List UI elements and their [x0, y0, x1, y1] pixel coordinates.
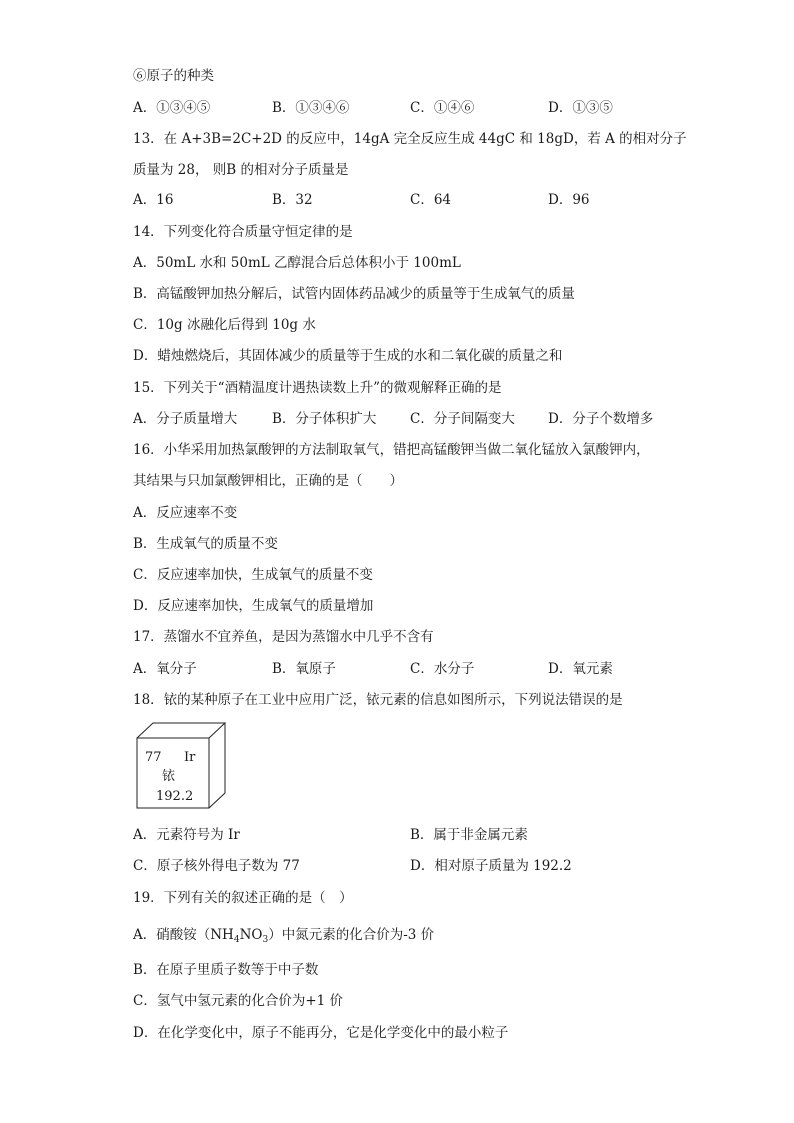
q18-option-d: D．相对原子质量为 192.2	[410, 858, 572, 874]
q15-option-b: B．分子体积扩大	[272, 411, 377, 427]
q12-option-a: A．①③④⑤	[133, 100, 211, 116]
q14-option-b: B．高锰酸钾加热分解后，试管内固体药品减少的质量等于生成氧气的质量	[133, 286, 575, 302]
q14-stem: 14．下列变化符合质量守恒定律的是	[133, 224, 353, 240]
q17-option-d: D．氧元素	[548, 661, 613, 677]
q19-option-a-sub-3: 3	[262, 935, 269, 945]
q12-option-b: B．①③④⑥	[272, 100, 350, 116]
q13-stem-line-2: 质量为 28， 则B 的相对分子质量是	[133, 162, 349, 178]
q13-option-b: B．32	[272, 192, 313, 208]
q15-stem: 15．下列关于“酒精温度计遇热读数上升”的微观解释正确的是	[133, 380, 502, 396]
q19-option-c: C．氢气中氢元素的化合价为+1 价	[133, 993, 344, 1009]
q17-option-a: A．氧分子	[133, 661, 197, 677]
q17-option-b: B．氧原子	[272, 661, 336, 677]
q16-option-d: D．反应速率加快，生成氧气的质量增加	[133, 598, 374, 614]
q15-option-a: A．分子质量增大	[133, 411, 238, 427]
element-card-symbol: Ir	[184, 750, 196, 765]
q13-option-a: A．16	[133, 192, 174, 208]
q19-option-a-pre: A．硝酸铵（NH	[133, 927, 234, 943]
q12-option-c: C．①④⑥	[410, 100, 475, 116]
q18-option-b: B．属于非金属元素	[410, 827, 528, 843]
q19-option-a-sub-4: 4	[233, 935, 240, 945]
q12-option-d: D．①③⑤	[548, 100, 613, 116]
q12-item-6: ⑥原子的种类	[133, 68, 214, 84]
q15-option-d: D．分子个数增多	[548, 411, 654, 427]
q16-option-c: C．反应速率加快，生成氧气的质量不变	[133, 567, 373, 583]
q18-option-a: A．元素符号为 Ir	[133, 827, 240, 843]
q13-option-d: D．96	[548, 192, 590, 208]
q13-option-c: C．64	[410, 192, 452, 208]
element-card-mass: 192.2	[156, 789, 194, 804]
q14-option-a: A．50mL 水和 50mL 乙醇混合后总体积小于 100mL	[133, 255, 461, 271]
q17-stem: 17．蒸馏水不宜养鱼，是因为蒸馏水中几乎不含有	[133, 629, 434, 645]
q16-stem-line-2: 其结果与只加氯酸钾相比，正确的是（ ）	[133, 473, 403, 489]
q19-stem: 19．下列有关的叙述正确的是（ ）	[133, 890, 353, 906]
q16-stem-line-1: 16．小华采用加热氯酸钾的方法制取氧气，错把高锰酸钾当做二氧化锰放入氯酸钾内，	[133, 442, 650, 458]
q16-option-a: A．反应速率不变	[133, 505, 238, 521]
element-card	[136, 722, 228, 810]
q13-stem-line-1: 13．在 A+3B=2C+2D 的反应中，14gA 完全反应生成 44gC 和 18gD，若 A 的相对分子	[133, 131, 687, 147]
q14-option-d: D．蜡烛燃烧后，其固体减少的质量等于生成的水和二氧化碳的质量之和	[133, 348, 563, 364]
q15-option-c: C．分子间隔变大	[410, 411, 515, 427]
q17-option-c: C．水分子	[410, 661, 475, 677]
q18-option-c: C．原子核外得电子数为 77	[133, 858, 300, 874]
q14-option-c: C．10g 冰融化后得到 10g 水	[133, 317, 316, 333]
q19-option-a	[133, 925, 434, 945]
q19-option-d: D．在化学变化中，原子不能再分，它是化学变化中的最小粒子	[133, 1025, 509, 1041]
q19-option-a-post: ）中氮元素的化合价为-3 价	[268, 927, 435, 943]
q18-stem: 18．铱的某种原子在工业中应用广泛，铱元素的信息如图所示，下列说法错误的是	[133, 692, 623, 708]
element-card-atomic-number: 77	[145, 750, 162, 765]
q19-option-a-mid: NO	[239, 927, 263, 943]
q19-option-b: B．在原子里质子数等于中子数	[133, 962, 319, 978]
q16-option-b: B．生成氧气的质量不变	[133, 536, 278, 552]
element-card-name: 铱	[162, 769, 176, 784]
